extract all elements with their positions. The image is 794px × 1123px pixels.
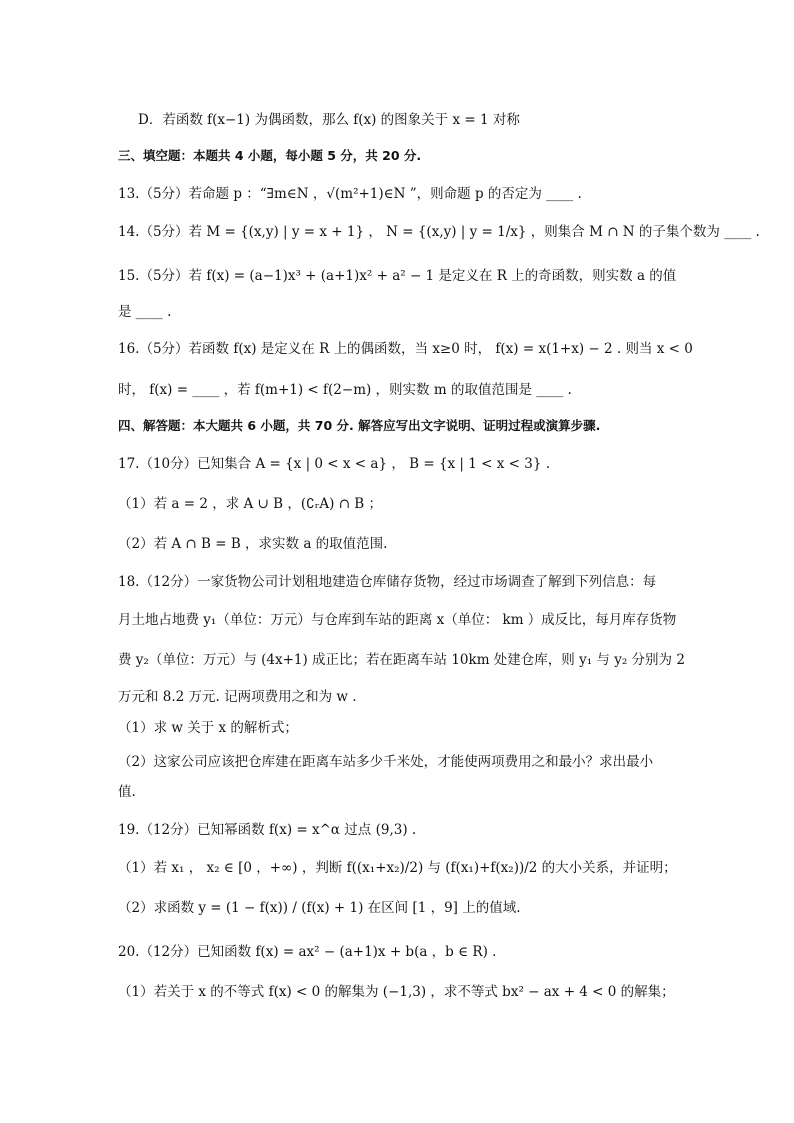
question-20-part-1: （1）若关于 x 的不等式 f(x) < 0 的解集为 (−1,3) ，求不等式 bx² − ax + 4 < 0 的解集； [118,984,675,1000]
question-17: 17.（10分）已知集合 A = {x | 0 < x < a} ， B = {x | 1 < x < 3} . [118,456,551,472]
question-15: 15.（5分）若 f(x) = (a−1)x³ + (a+1)x² + a² − 1 是定义在 R 上的奇函数，则实数 a 的值 [118,268,677,284]
question-18-cont-2: 费 y₂（单位：万元）与 (4x+1) 成正比；若在距离车站 10km 处建仓库，则 y₁ 与 y₂ 分别为 2 [118,652,685,668]
question-16-cont: 时， f(x) = ____ ，若 f(m+1) < f(2−m) ，则实数 m 的取值范围是 ____ . [118,382,572,398]
section-heading-fill-blank: 三、填空题：本题共 4 小题，每小题 5 分，共 20 分. [118,148,422,163]
question-19-part-2: （2）求函数 y = (1 − f(x)) / (f(x) + 1) 在区间 [1 ，9] 上的值域. [118,900,521,916]
question-13: 13.（5分）若命题 p ：“∃m∈N ，√(m²+1)∈N ”，则命题 p 的否定为 ____ . [118,186,582,202]
question-18-part-2: （2）这家公司应该把仓库建在距离车站多少千米处，才能使两项费用之和最小？求出最小 [118,754,654,770]
option-d: D．若函数 f(x−1) 为偶函数，那么 f(x) 的图象关于 x = 1 对称 [138,112,520,128]
section-heading-solution: 四、解答题：本大题共 6 小题，共 70 分. 解答应写出文字说明、证明过程或演算步骤. [118,418,601,433]
question-17-part-2: （2）若 A ∩ B = B ，求实数 a 的取值范围. [118,536,388,552]
question-16: 16.（5分）若函数 f(x) 是定义在 R 上的偶函数，当 x≥0 时， f(x) = x(1+x) − 2 . 则当 x < 0 [118,341,693,357]
question-19: 19.（12分）已知幂函数 f(x) = x^α 过点 (9,3) . [118,822,417,838]
question-18-part-1: （1）求 w 关于 x 的解析式； [118,720,298,736]
question-15-cont: 是 ____ . [118,304,172,320]
question-17-part-1: （1）若 a = 2 ，求 A ∪ B ，(∁ᵣA) ∩ B ； [118,496,383,512]
question-14: 14.（5分）若 M = {(x,y) | y = x + 1} ， N = {(x,y) | y = 1/x} ，则集合 M ∩ N 的子集个数为 ____ . [118,224,760,240]
question-18-cont-3: 万元和 8.2 万元. 记两项费用之和为 w . [118,689,357,705]
question-18-part-2-cont: 值. [118,784,136,800]
question-18: 18.（12分）一家货物公司计划租地建造仓库储存货物，经过市场调查了解到下列信息：每 [118,574,657,590]
question-19-part-1: （1）若 x₁ ， x₂ ∈ [0 ，+∞) ，判断 f((x₁+x₂)/2) 与 (f(x₁)+f(x₂))/2 的大小关系，并证明； [118,860,677,876]
question-18-cont-1: 月土地占地费 y₁（单位：万元）与仓库到车站的距离 x（单位： km ）成反比，每月库存货物 [118,612,677,628]
question-20: 20.（12分）已知函数 f(x) = ax² − (a+1)x + b(a ，b ∈ R) . [118,944,497,960]
